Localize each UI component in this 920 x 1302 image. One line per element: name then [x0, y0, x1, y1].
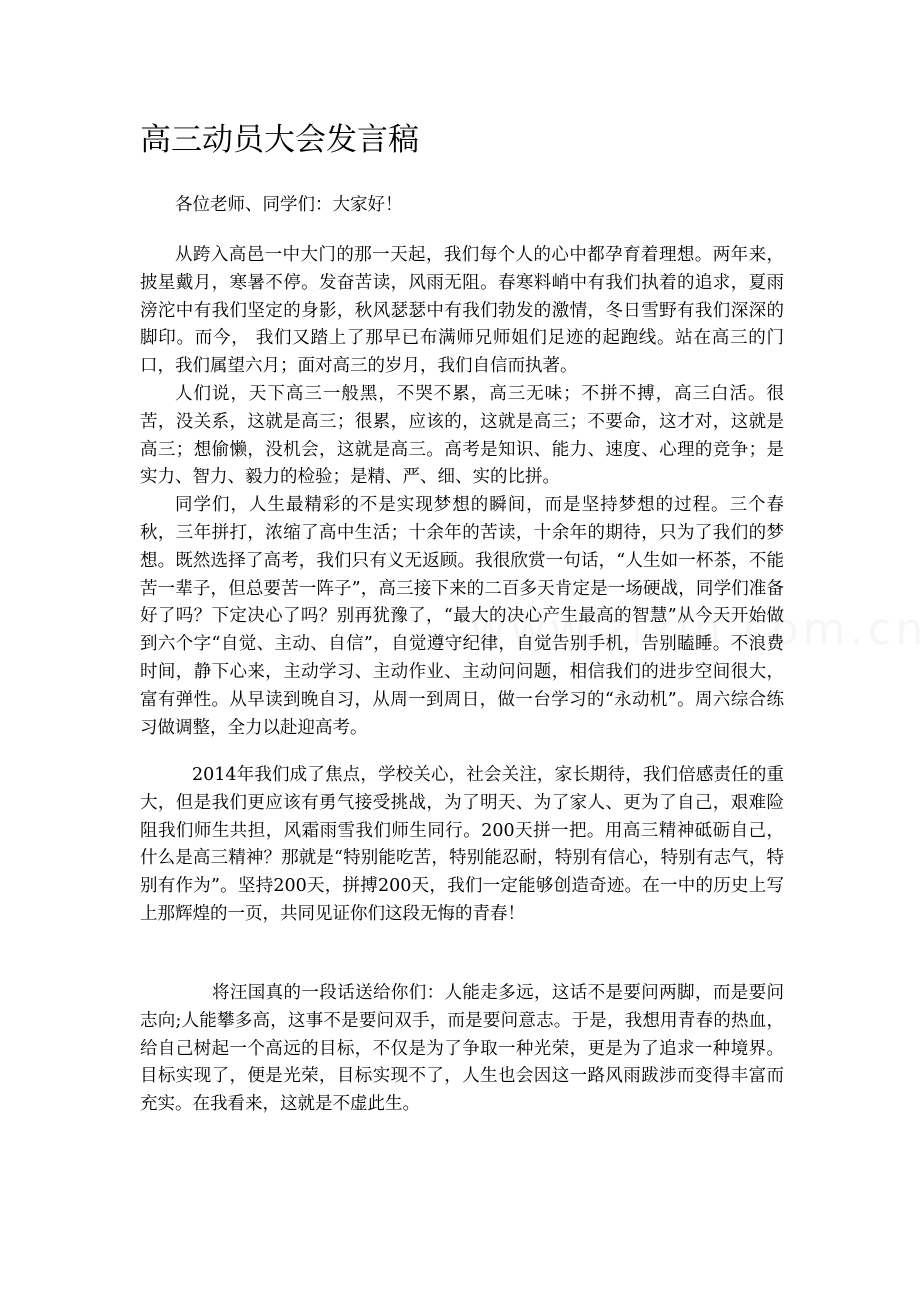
body-paragraph-1: 从跨入高邑一中大门的那一天起，我们每个人的心中都孕育着理想。两年来，披星戴月，寒暑不停。发奋苦读，风雨无阻。春寒料峭中有我们执着的追求，夏雨滂沱中有我们坚定的身影，秋风瑟瑟中有我们勃发的激情，冬日雪野有我们深深的脚印。而今， 我们又踏上了那早已布满师兄师姐们足迹的起跑线。站在高三的门口，我们属望六月；面对高三的岁月，我们自信而执著。 — [140, 245, 784, 377]
body-paragraph-4: 2014年我们成了焦点，学校关心，社会关注，家长期待，我们倍感责任的重大，但是我们更应该有勇气接受挑战，为了明天、为了家人、更为了自己，艰难险阻我们师生共担，风霜雨雪我们师生同行。200天拼一把。用高三精神砥砺自己，什么是高三精神？那就是“特别能吃苦，特别能忍耐，特别有信心，特别有志气，特别有作为”。坚持200天，拼搏200天，我们一定能够创造奇迹。在一中的历史上写上那辉煌的一页，共同见证你们这段无悔的青春！ — [140, 765, 784, 924]
body-paragraph-5: 将汪国真的一段话送给你们：人能走多远，这话不是要问两脚，而是要问志向;人能攀多高，这事不是要问双手，而是要问意志。于是，我想用青春的热血，给自己树起一个高远的目标，不仅是为了争取一种光荣，更是为了追求一种境界。目标实现了，便是光荣，目标实现不了，人生也会因这一路风雨跋涉而变得丰富而充实。在我看来，这就是不虚此生。 — [140, 983, 784, 1115]
greeting-paragraph: 各位老师、同学们：大家好！ — [175, 195, 403, 215]
body-paragraph-3: 同学们，人生最精彩的不是实现梦想的瞬间，而是坚持梦想的过程。三个春秋，三年拼打，浓缩了高中生活；十余年的苦读，十余年的期待，只为了我们的梦想。既然选择了高考，我们只有义无返顾。我很欣赏一句话，“人生如一杯茶，不能苦一辈子，但总要苦一阵子”，高三接下来的二百多天肯定是一场硬战，同学们准备好了吗？下定决心了吗？别再犹豫了，“最大的决心产生最高的智慧”从今天开始做到六个字“自觉、主动、自信”，自觉遵守纪律，自觉告别手机，告别瞌睡。不浪费时间，静下心来，主动学习、主动作业、主动问问题，相信我们的进步空间很大，富有弹性。从早读到晚自习，从周一到周日，做一台学习的“永动机”。周六综合练习做调整，全力以赴迎高考。 — [140, 495, 784, 738]
document-title: 高三动员大会发言稿 — [140, 122, 419, 158]
body-section-main — [140, 242, 784, 742]
body-paragraph-2: 人们说，天下高三一般黑，不哭不累，高三无味；不拼不搏，高三白活。很苦，没关系，这就是高三；很累，应该的，这就是高三；不要命，这才对，这就是高三；想偷懒，没机会，这就是高三。高考是知识、能力、速度、心理的竞争；是实力、智力、毅力的检验；是精、严、细、实的比拼。 — [140, 383, 784, 488]
